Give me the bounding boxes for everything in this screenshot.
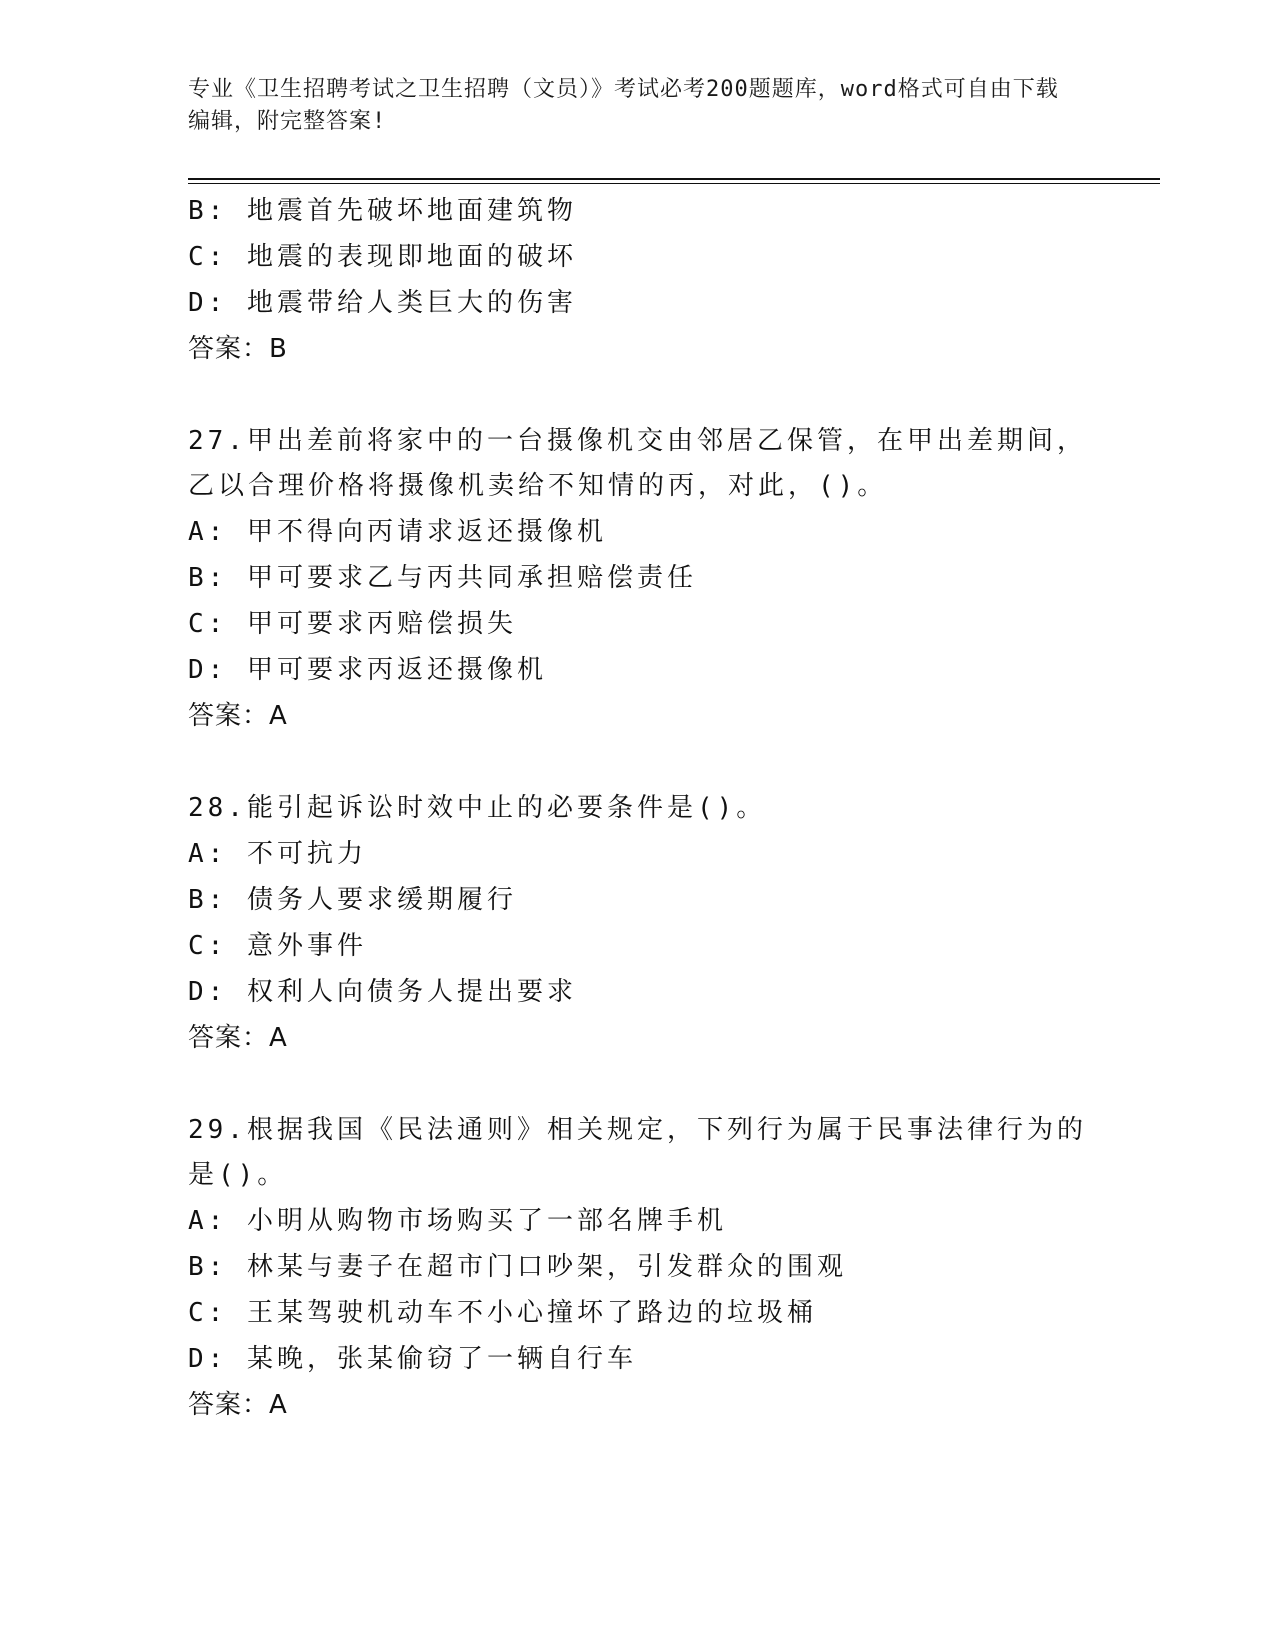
option-b: B: 债务人要求缓期履行: [188, 885, 517, 915]
question-29: [188, 1108, 1088, 1428]
option-c: C: 甲可要求丙赔偿损失: [188, 609, 517, 639]
header-divider-thin: [188, 183, 1160, 184]
question-28: [188, 786, 1088, 1061]
answer: 答案：A: [188, 1023, 288, 1053]
option-c: C: 意外事件: [188, 931, 367, 961]
spacer: [188, 1061, 1088, 1108]
option-b: B: 地震首先破坏地面建筑物: [188, 196, 577, 226]
question-26-continued: [188, 188, 1088, 372]
question-stem: 27.甲出差前将家中的一台摄像机交由邻居乙保管，在甲出差期间，乙以合理价格将摄像机卖给不知情的丙，对此，()。: [188, 426, 1087, 501]
option-d: D: 地震带给人类巨大的伤害: [188, 288, 577, 318]
document-header: 专业《卫生招聘考试之卫生招聘（文员）》考试必考200题题库，word格式可自由下载编辑，附完整答案!: [188, 77, 1059, 134]
header-divider: [188, 178, 1160, 180]
option-d: D: 甲可要求丙返还摄像机: [188, 655, 547, 685]
option-d: D: 权利人向债务人提出要求: [188, 977, 577, 1007]
option-b: B: 甲可要求乙与丙共同承担赔偿责任: [188, 563, 697, 593]
option-c: C: 地震的表现即地面的破坏: [188, 242, 577, 272]
option-b: B: 林某与妻子在超市门口吵架，引发群众的围观: [188, 1252, 847, 1282]
option-a: A: 小明从购物市场购买了一部名牌手机: [188, 1206, 727, 1236]
option-c: C: 王某驾驶机动车不小心撞坏了路边的垃圾桶: [188, 1298, 817, 1328]
question-list: [188, 188, 1088, 1428]
option-a: A: 不可抗力: [188, 839, 367, 869]
spacer: [188, 372, 1088, 419]
question-27: [188, 419, 1088, 739]
answer: 答案：A: [188, 701, 288, 731]
question-stem: 28.能引起诉讼时效中止的必要条件是()。: [188, 793, 767, 823]
option-a: A: 甲不得向丙请求返还摄像机: [188, 517, 607, 547]
option-d: D: 某晚，张某偷窃了一辆自行车: [188, 1344, 637, 1374]
answer: 答案：A: [188, 1390, 288, 1420]
answer: 答案：B: [188, 334, 288, 364]
spacer: [188, 739, 1088, 786]
question-stem: 29.根据我国《民法通则》相关规定，下列行为属于民事法律行为的是()。: [188, 1115, 1087, 1190]
